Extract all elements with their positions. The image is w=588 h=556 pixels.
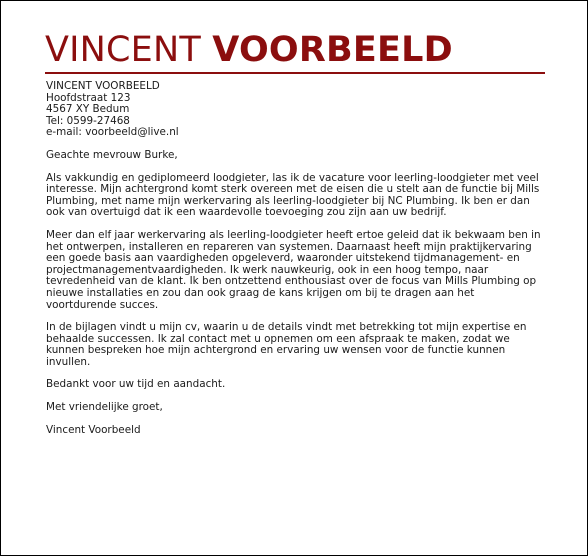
- header-rule: [45, 72, 545, 74]
- header-name: [45, 31, 545, 69]
- letter-header: [45, 31, 545, 74]
- header-first-name: VINCENT: [45, 30, 201, 70]
- sender-address: [46, 81, 546, 139]
- paragraph-1: Als vakkundig en gediplomeerd loodgieter, las ik de vacature voor leerling-loodgieter met veel interesse. Mijn achtergrond komt sterk overeen met de eisen die u stelt aan de functie bij Mills Plumbing, met name mijn werkervaring als leerling-loodgieter bij NC Plumbing. Ik ben er dan ook van overtuigd dat ik een waardevolle toevoeging zou zijn aan uw bedrijf.: [46, 171, 540, 219]
- sender-phone: Tel: 0599-27468: [46, 114, 130, 127]
- paragraph-4: Bedankt voor uw tijd en aandacht.: [46, 378, 226, 391]
- letter-body: [46, 81, 546, 436]
- paragraph-3: In de bijlagen vindt u mijn cv, waarin u de details vindt met betrekking tot mijn expertise en behaalde successen. Ik zal contact met u opnemen om een afspraak te maken, zodat we kunnen bespreken hoe mijn achtergrond en ervaring uw wensen voor de functie kunnen invullen.: [46, 321, 527, 368]
- sender-street: Hoofdstraat 123: [46, 91, 131, 104]
- sender-email: e-mail: voorbeeld@live.nl: [46, 126, 179, 139]
- closing: Met vriendelijke groet,: [46, 401, 163, 414]
- sender-city: 4567 XY Bedum: [46, 103, 130, 116]
- paragraph-2: Meer dan elf jaar werkervaring als leerling-loodgieter heeft ertoe geleid dat ik bekwaam ben in het ontwerpen, installeren en repareren van systemen. Daarnaast heeft mijn praktijkervaring een goede basis aan vaardigheden opgeleverd, waaronder uitstekend tijdmanagement- en projectmanagementvaardigheden. Ik werk nauwkeurig, ook in een hoog tempo, naar tevredenheid van de klant. Ik ben ontzettend enthousiast over de focus van Mills Plumbing op nieuwe installaties en zou dan ook graag de kans krijgen om bij te dragen aan het voortdurende succes.: [46, 228, 541, 311]
- sender-name: VINCENT VOORBEELD: [46, 80, 160, 92]
- signature: Vincent Voorbeeld: [46, 423, 141, 436]
- salutation: Geachte mevrouw Burke,: [46, 148, 178, 161]
- header-last-name: VOORBEELD: [212, 30, 453, 70]
